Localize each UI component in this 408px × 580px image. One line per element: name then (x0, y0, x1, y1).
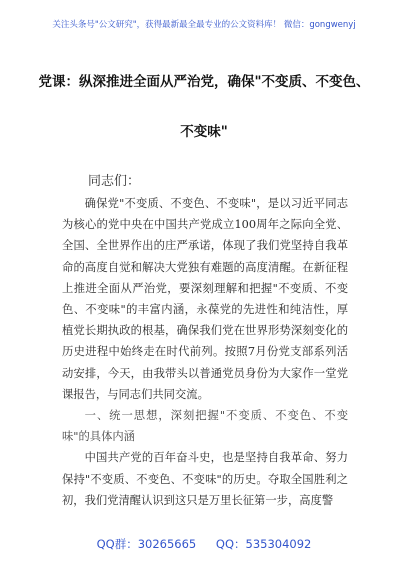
document-title-line-1: 党课：纵深推进全面从严治党，确保"不变质、不变色、 (38, 74, 370, 90)
footer-qq: QQ：535304092 (215, 537, 312, 551)
salutation: 同志们： (88, 174, 141, 189)
section-heading: 一、统一思想，深刻把握"不变质、不变色、不变味"的具体内涵 (62, 409, 348, 444)
document-body (62, 193, 348, 511)
body-paragraph: 确保党"不变质、不变色、不变味"，是以习近平同志为核心的党中央在中国共产党成立100周年之际向全党、全国、全世界作出的庄严承诺，体现了我们党坚持自我革命的高度自觉和解决大党独有难题的高度清醒。在新征程上推进全面从严治党，要深刻理解和把握"不变质、不变色、不变味"的丰富内涵，永葆党的先进性和纯洁性，厚植党长期执政的根基，确保我们党在世界形势深刻变化的历史进程中始终走在时代前列。按照7月份党支部系列活动安排，今天，由我带头以普通党员身份为大家作一堂党课报告，与同志们共同交流。 (62, 197, 348, 401)
footer-qq-group: QQ群：30265665 (96, 537, 197, 551)
document-title-line-2: 不变味" (180, 124, 228, 140)
footer-contact (0, 536, 408, 552)
body-paragraph: 中国共产党的百年奋斗史，也是坚持自我革命、努力保持"不变质、不变色、不变味"的历史。夺取全国胜利之初，我们党清醒认识到这只是万里长征第一步，高度警 (62, 451, 348, 507)
header-note: 关注头条号"公文研究"，获得最新最全最专业的公文资料库！ 微信：gongwenyj (52, 20, 356, 30)
